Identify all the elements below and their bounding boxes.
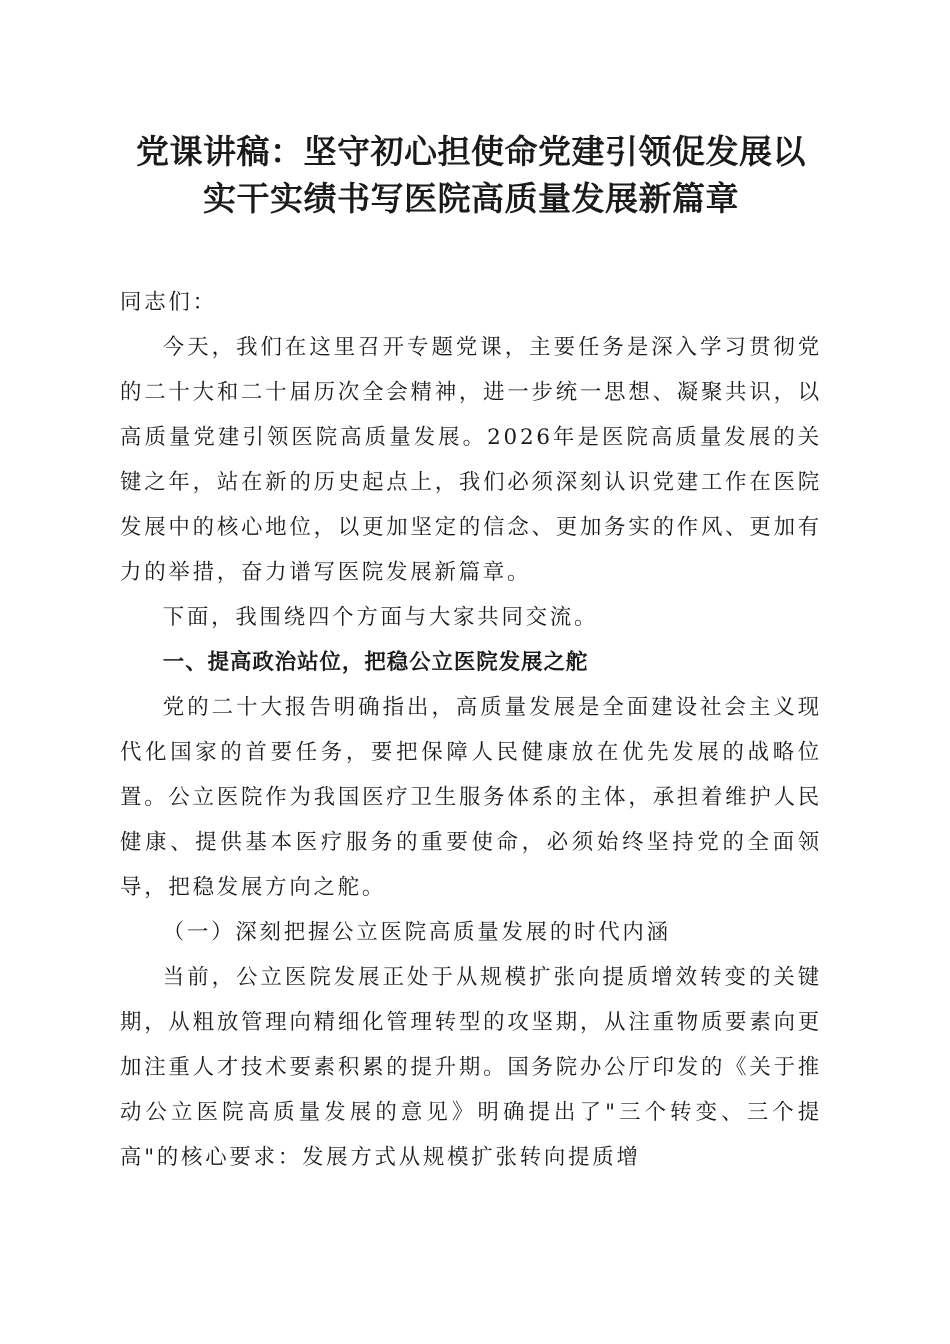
- outline-paragraph: 下面，我围绕四个方面与大家共同交流。: [162, 605, 599, 630]
- document-title: [120, 128, 822, 222]
- section-1-paragraph: 党的二十大报告明确指出，高质量发展是全面建设社会主义现代化国家的首要任务，要把保障人民健康放在优先发展的战略位置。公立医院作为我国医疗卫生服务体系的主体，承担着维护人民健康、提供基本医疗服务的重要使命，必须始终坚持党的全面领导，把稳发展方向之舵。: [120, 695, 822, 900]
- salutation: 同志们：: [120, 290, 217, 315]
- document-body: [120, 280, 822, 1180]
- subsection-heading-1: （一）深刻把握公立医院高质量发展的时代内涵: [162, 920, 671, 945]
- subsection-1-paragraph: 当前，公立医院发展正处于从规模扩张向提质增效转变的关键期，从粗放管理向精细化管理转型的攻坚期，从注重物质要素向更加注重人才技术要素积累的提升期。国务院办公厅印发的《关于推动公立医院高质量发展的意见》明确提出了"三个转变、三个提高"的核心要求：发展方式从规模扩张转向提质增: [120, 965, 822, 1170]
- document-page: [120, 128, 822, 1180]
- intro-paragraph: 今天，我们在这里召开专题党课，主要任务是深入学习贯彻党的二十大和二十届历次全会精神，进一步统一思想、凝聚共识，以高质量党建引领医院高质量发展。2026年是医院高质量发展的关键之年，站在新的历史起点上，我们必须深刻认识党建工作在医院发展中的核心地位，以更加坚定的信念、更加务实的作风、更加有力的举措，奋力谱写医院发展新篇章。: [120, 335, 822, 585]
- section-heading-1: 一、提高政治站位，把稳公立医院发展之舵: [162, 650, 589, 675]
- title-line-1: 党课讲稿：坚守初心担使命党建引领促发展以: [136, 132, 806, 171]
- title-line-2: 实干实绩书写医院高质量发展新篇章: [203, 179, 739, 218]
